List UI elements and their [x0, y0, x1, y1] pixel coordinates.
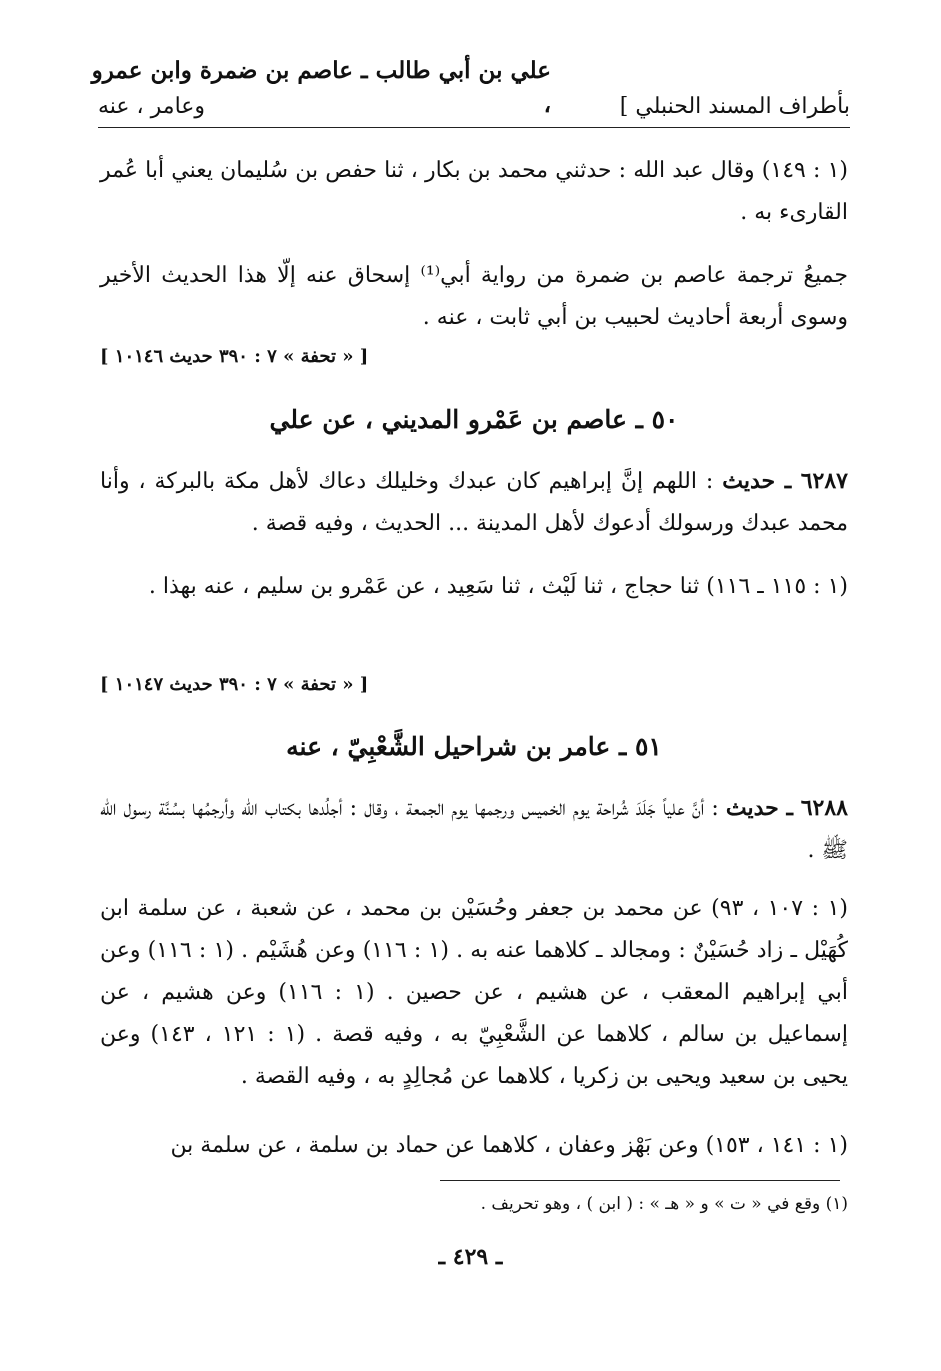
- footnote-1: (١) وقع في « ت » و « هـ » : ( ابن ) ، وهو تحريف .: [480, 1194, 848, 1214]
- hadith-6287: [100, 460, 848, 545]
- section-heading-51: ٥١ ـ عامر بن شراحيل الشَّعْبِيّ ، عنه: [286, 732, 662, 761]
- book-title: بأطراف المسند الحنبلي ]: [619, 94, 850, 119]
- paragraph-chain-149: (١ : ١٤٩) وقال عبد الله : حدثني محمد بن بكار ، ثنا حفص بن سُليمان يعني أبا عُمر القارىء به .: [100, 158, 848, 225]
- footnote-rule: [440, 1180, 840, 1181]
- tuhfa-reference-2: [ « تحفة » ٧ : ٣٩٠ حديث ١٠١٤٧ ]: [100, 674, 369, 695]
- hadith-number-6287: ٦٢٨٧ ـ حديث: [722, 468, 848, 494]
- hadith-number-6288: ٦٢٨٨ ـ حديث: [725, 795, 848, 821]
- header-rule: [98, 127, 850, 128]
- paragraph-chain-115: (١ : ١١٥ ـ ١١٦) ثنا حجاج ، ثنا لَيْث ، ثنا سَعِيد ، عن عَمْرو بن سليم ، عنه بهذا .: [148, 574, 848, 599]
- hadith-6288: [100, 787, 848, 872]
- running-head-line1: علي بن أبي طالب ـ عاصم بن ضمرة وابن عمرو ،: [91, 57, 551, 118]
- tuhfa-reference-1: [ « تحفة » ٧ : ٣٩٠ حديث ١٠١٤٦ ]: [100, 346, 369, 367]
- paragraph-chains-107: (١ : ١٠٧ ، ٩٣) عن محمد بن جعفر وحُسَيْن بن محمد ، عن شعبة ، عن سلمة ابن كُهَيْل ـ زاد حُسَيْنٌ : ومجالد ـ كلاهما عنه به . (١ : ١١٦) وعن هُشَيْم . (١ : ١١٦) وعن أبي إبراهيم المعقب ، عن هشيم ، عن حصين . (١ : ١١٦) وعن هشيم ، عن إسماعيل بن سالم ، كلاهما عن الشَّعْبِيّ به ، وفيه قصة . (١ : ١٢١ ، ١٤٣) وعن يحيى بن سعيد ويحيى بن زكريا ، كلاهما عن مُجالِدٍ به ، وفيه القصة .: [100, 896, 849, 1089]
- section-heading-50: ٥٠ ـ عاصم بن عَمْرو المديني ، عن علي: [269, 405, 679, 434]
- paragraph-chain-141: (١ : ١٤١ ، ١٥٣) وعن بَهْز وعفان ، كلاهما عن حماد بن سلمة ، عن سلمة بن: [170, 1133, 848, 1158]
- hadith-text-6288: : أنَّ علياً جَلَدَ شُراحة يوم الخميس ورجمها يوم الجمعة ، وقال : أجلُدها بكتاب الله وأرجمُها بسُنَّة رسول الله ﷺ .: [100, 796, 848, 863]
- running-head-line2: وعامر ، عنه: [98, 94, 206, 119]
- paragraph-translation-note: جميعُ ترجمة عاصم بن ضمرة من رواية أبي⁽¹⁾ إسحاق عنه إلّا هذا الحديث الأخير وسوى أربعة أحاديث لحبيب بن أبي ثابت ، عنه .: [100, 263, 848, 330]
- page-number: ـ ٤٢٩ ـ: [438, 1244, 503, 1270]
- hadith-text-6287: : اللهم إنَّ إبراهيم كان عبدك وخليلك دعاك لأهل مكة بالبركة ، وأنا محمد عبدك ورسولك أدعوك لأهل المدينة ... الحديث ، وفيه قصة .: [100, 469, 848, 536]
